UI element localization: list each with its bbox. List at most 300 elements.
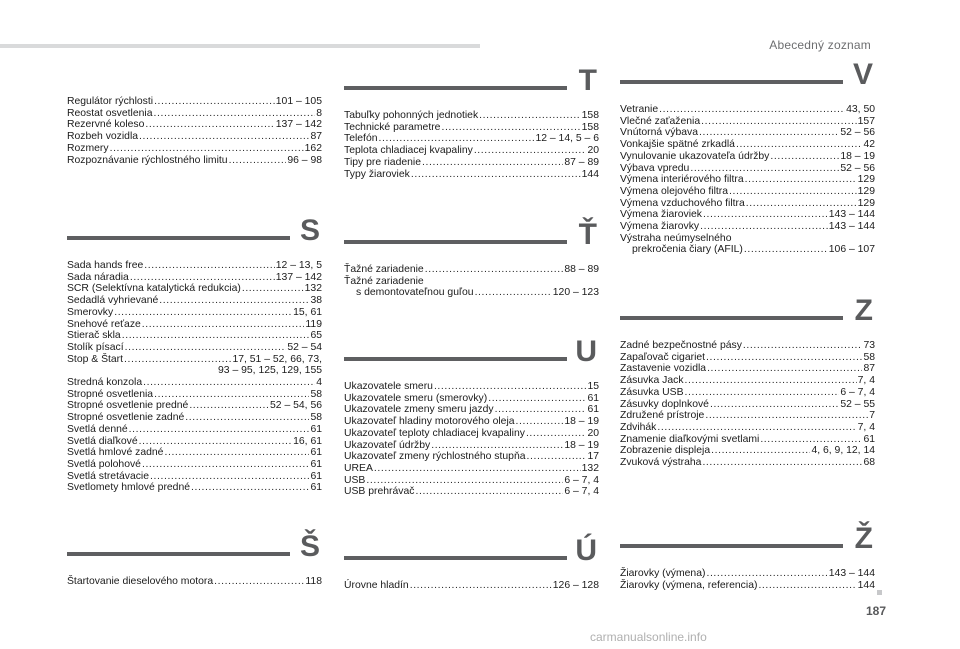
entry-pages: 7, 4 <box>857 421 875 433</box>
entry-name: Ukazovateľ zmeny rýchlostného stupňa <box>344 451 526 463</box>
leader-dots <box>366 475 563 487</box>
index-entry <box>620 163 875 175</box>
index-entry <box>67 143 322 155</box>
section-header <box>67 214 322 247</box>
entry-pages: 87 <box>310 131 322 143</box>
leader-dots <box>710 399 839 411</box>
entry-pages: 73 <box>863 340 875 351</box>
entry-name: Zásuvka Jack <box>620 375 684 387</box>
entry-name: Štartovanie dieselového motora <box>67 576 214 587</box>
entry-name: USB prehrávač <box>344 486 415 498</box>
index-entry <box>620 580 875 592</box>
entry-name: Výmena žiaroviek <box>620 209 703 221</box>
entry-pages: 43, 50 <box>846 104 875 115</box>
entry-pages: 132 <box>581 462 599 474</box>
leader-dots <box>745 174 857 186</box>
leader-dots <box>746 198 857 210</box>
entry-name: Stolík písací <box>67 341 124 353</box>
entry-pages: 6 – 7, 4 <box>564 486 599 498</box>
index-subentry <box>344 287 599 299</box>
leader-dots <box>139 436 293 448</box>
index-entry <box>67 412 322 424</box>
index-entry <box>620 198 875 210</box>
entry-pages: 4, 6, 9, 12, 14 <box>811 445 875 457</box>
entry-name: Ukazovateľ údržby <box>344 439 431 451</box>
section-header <box>67 530 322 563</box>
entry-list <box>620 340 875 469</box>
entry-name: Zdvihák <box>620 421 657 433</box>
index-section-s <box>67 214 322 494</box>
index-entry <box>67 131 322 143</box>
entry-name: Svetlá diaľkové <box>67 435 138 447</box>
leader-dots <box>125 342 287 354</box>
leader-dots <box>441 122 580 134</box>
index-entry <box>67 319 322 331</box>
entry-name: Stierač skla <box>67 330 121 342</box>
leader-dots <box>706 568 827 580</box>
entry-pages: 119 <box>305 318 322 330</box>
entry-pages: 52 – 55 <box>840 398 875 410</box>
entry-name: Vonkajšie spätné zrkadlá <box>620 139 735 151</box>
entry-name: Zásuvky doplnkové <box>620 398 709 410</box>
leader-dots <box>702 457 862 469</box>
leader-dots <box>743 340 863 352</box>
leader-dots <box>701 116 857 128</box>
top-accent-bar <box>0 44 480 48</box>
entry-name: Sada hands free <box>67 260 144 271</box>
entry-pages: 61 <box>310 447 322 459</box>
section-header <box>344 534 599 567</box>
entry-pages: 52 – 54 <box>287 341 322 353</box>
leader-dots <box>142 459 309 471</box>
section-rule <box>67 552 290 556</box>
index-entry <box>620 457 875 469</box>
leader-dots <box>434 381 587 393</box>
section-rule <box>620 80 843 84</box>
leader-dots <box>154 389 309 401</box>
index-entry <box>67 459 322 471</box>
leader-dots <box>143 377 315 389</box>
entry-pages: 144 <box>581 168 599 180</box>
entry-name: Svetlá denné <box>67 423 128 435</box>
entry-pages: 61 <box>310 482 322 494</box>
leader-dots <box>495 404 587 416</box>
entry-name: SCR (Selektívna katalytická redukcia) <box>67 283 241 295</box>
leader-dots <box>114 307 292 319</box>
leader-dots <box>770 151 839 163</box>
leader-dots <box>700 221 828 233</box>
entry-pages: 38 <box>310 295 322 307</box>
entry-pages: 129 <box>857 185 875 197</box>
entry-pages-continued: 93 – 95, 125, 129, 155 <box>218 365 322 377</box>
entry-list <box>67 96 322 166</box>
index-entry <box>620 352 875 364</box>
subentry-pages: 106 – 107 <box>828 244 875 256</box>
index-section-zh <box>620 522 875 591</box>
index-entry <box>67 307 322 319</box>
index-entry <box>620 410 875 422</box>
section-letter: Š <box>299 530 320 563</box>
index-entry <box>67 576 322 588</box>
entry-pages: 12 – 14, 5 – 6 <box>535 133 599 145</box>
leader-dots <box>475 287 552 299</box>
index-entry <box>67 471 322 483</box>
entry-name: Ukazovateľ teploty chladiacej kvapaliny <box>344 427 525 439</box>
entry-pages: 61 <box>310 423 322 435</box>
entry-pages: 61 <box>310 458 322 470</box>
entry-name: Teplota chladiacej kvapaliny <box>344 145 473 157</box>
entry-name: Tipy pre riadenie <box>344 156 422 168</box>
entry-pages: 88 – 89 <box>564 264 599 275</box>
leader-dots <box>431 440 563 452</box>
index-entry <box>344 416 599 428</box>
entry-name: Svetlá hmlové zadné <box>67 447 164 459</box>
section-rule <box>67 236 290 240</box>
index-entry <box>620 209 875 221</box>
section-header <box>344 64 599 97</box>
section-rule <box>344 556 567 560</box>
entry-list <box>344 580 599 592</box>
section-letter: Ť <box>578 218 597 251</box>
entry-list <box>67 260 322 494</box>
entry-pages: 12 – 13, 5 <box>275 260 322 271</box>
entry-name: Typy žiaroviek <box>344 168 410 180</box>
leader-dots <box>526 428 587 440</box>
section-header <box>620 58 875 91</box>
entry-name: Znamenie diaľkovými svetlami <box>620 433 760 445</box>
entry-list <box>344 110 599 180</box>
index-entry <box>344 404 599 416</box>
section-header <box>620 522 875 555</box>
index-section-sh <box>67 530 322 588</box>
entry-pages: 61 <box>587 404 599 416</box>
entry-name: Stredná konzola <box>67 377 143 389</box>
index-entry <box>67 272 322 284</box>
entry-pages: 144 <box>857 579 875 591</box>
leader-dots <box>150 471 309 483</box>
leader-dots <box>415 486 563 498</box>
index-entry <box>67 295 322 307</box>
leader-dots <box>659 104 845 116</box>
leader-dots <box>153 108 315 120</box>
subentry-name: s demontovateľnou guľou <box>356 287 474 299</box>
index-entry <box>344 475 599 487</box>
leader-dots <box>760 434 862 446</box>
index-entry <box>344 428 599 440</box>
leader-dots <box>474 145 587 157</box>
leader-dots <box>425 264 564 276</box>
entry-name: Žiarovky (výmena, referencia) <box>620 579 758 591</box>
section-rule <box>344 240 567 244</box>
index-entry <box>344 393 599 405</box>
entry-pages: 6 – 7, 4 <box>564 474 599 486</box>
entry-name: Stropné osvetlenia <box>67 388 154 400</box>
index-section-v <box>620 58 875 256</box>
index-entry <box>67 377 322 389</box>
leader-dots <box>145 119 274 131</box>
leader-dots <box>154 96 275 108</box>
entry-name: Stropné osvetlenie predné <box>67 400 189 412</box>
section-header <box>344 218 599 251</box>
page-marker <box>877 590 882 595</box>
index-entry <box>620 387 875 399</box>
entry-name: Regulátor rýchlosti <box>67 96 154 107</box>
section-header <box>344 335 599 368</box>
entry-name: Výstraha neúmyselného <box>620 232 732 244</box>
leader-dots <box>122 330 310 342</box>
entry-pages: 7 <box>869 410 875 422</box>
entry-name: Žiarovky (výmena) <box>620 568 706 579</box>
index-entry <box>344 276 599 288</box>
section-letter: V <box>852 58 873 91</box>
index-entry <box>620 139 875 151</box>
section-header <box>620 294 875 327</box>
leader-dots <box>130 272 275 284</box>
section-title: Abecedný zoznam <box>769 38 871 52</box>
leader-dots <box>703 209 828 221</box>
entry-pages: 68 <box>863 457 875 469</box>
entry-name: Ukazovatele zmeny smeru jazdy <box>344 404 494 416</box>
entry-pages: 132 <box>304 283 322 295</box>
leader-dots <box>214 576 304 588</box>
entry-pages: 20 <box>587 145 599 157</box>
leader-dots <box>129 424 310 436</box>
index-entry <box>344 157 599 169</box>
index-entry <box>620 233 875 245</box>
entry-pages: 101 – 105 <box>275 96 322 107</box>
entry-pages: 129 <box>857 174 875 186</box>
leader-dots <box>410 580 552 592</box>
entry-pages: 17 <box>587 451 599 463</box>
index-entry <box>620 186 875 198</box>
index-entry <box>67 330 322 342</box>
entry-name: Tabuľky pohonných jednotiek <box>344 110 479 121</box>
leader-dots <box>685 375 857 387</box>
index-entry <box>620 445 875 457</box>
index-entry <box>344 110 599 122</box>
entry-pages: 118 <box>305 576 322 587</box>
leader-dots <box>516 416 564 428</box>
leader-dots <box>729 186 857 198</box>
page-number: 187 <box>865 604 886 618</box>
index-entry <box>344 264 599 276</box>
entry-name: Svetlá stretávacie <box>67 470 150 482</box>
entry-pages: 126 – 128 <box>552 580 599 591</box>
index-entry <box>620 340 875 352</box>
entry-name: Ťažné zariadenie <box>344 264 424 275</box>
index-entry <box>67 447 322 459</box>
leader-dots <box>411 169 581 181</box>
watermark: carmanualsonline.info <box>590 630 707 644</box>
index-section-z <box>620 294 875 469</box>
leader-dots <box>736 139 862 151</box>
entry-pages: 18 – 19 <box>840 150 875 162</box>
index-section-u <box>344 335 599 498</box>
index-entry <box>620 399 875 411</box>
entry-pages: 52 – 56 <box>840 127 875 139</box>
entry-pages: 58 <box>310 388 322 400</box>
leader-dots <box>744 244 828 256</box>
entry-name: Sedadlá vyhrievané <box>67 295 159 307</box>
entry-pages: 16, 61 <box>293 435 322 447</box>
index-entry <box>67 400 322 412</box>
leader-dots <box>185 412 309 424</box>
entry-pages: 4 <box>316 377 322 389</box>
entry-pages: 65 <box>310 330 322 342</box>
entry-name: Zásuvka USB <box>620 386 684 398</box>
index-entry <box>620 568 875 580</box>
leader-dots <box>685 387 840 399</box>
leader-dots <box>690 163 839 175</box>
leader-dots <box>110 143 304 155</box>
index-entry <box>67 96 322 108</box>
leader-dots <box>139 131 309 143</box>
section-letter: Ú <box>575 534 597 567</box>
entry-name: Zadné bezpečnostné pásy <box>620 340 742 351</box>
section-rule <box>620 544 843 548</box>
index-entry <box>344 451 599 463</box>
index-entry <box>67 119 322 131</box>
index-entry <box>67 155 322 167</box>
section-rule <box>620 316 843 320</box>
leader-dots <box>657 422 856 434</box>
index-entry <box>67 354 322 366</box>
entry-pages: 58 <box>863 351 875 363</box>
entry-list <box>67 576 322 588</box>
index-entry <box>344 440 599 452</box>
section-rule <box>344 86 567 90</box>
entry-name: Združené prístroje <box>620 410 705 422</box>
entry-pages: 137 – 142 <box>275 119 322 131</box>
index-subentry <box>620 244 875 256</box>
index-entry <box>344 381 599 393</box>
entry-pages: 15, 61 <box>293 306 322 318</box>
index-entry <box>67 260 322 272</box>
index-entry <box>67 482 322 494</box>
index-section-tc <box>344 218 599 299</box>
entry-pages: 61 <box>310 470 322 482</box>
index-entry <box>620 151 875 163</box>
entry-list <box>344 381 599 498</box>
entry-name: Snehové reťaze <box>67 318 141 330</box>
index-entry <box>67 436 322 448</box>
entry-name: Stropné osvetlenie zadné <box>67 412 185 424</box>
entry-pages: 52 – 56 <box>840 162 875 174</box>
entry-pages: 162 <box>304 142 322 154</box>
entry-name: Vynulovanie ukazovateľa údržby <box>620 150 770 162</box>
entry-name: Telefón <box>344 133 378 145</box>
leader-dots <box>699 127 839 139</box>
index-entry <box>67 108 322 120</box>
subentry-name: prekročenia čiary (AFIL) <box>632 244 743 256</box>
leader-dots <box>189 400 269 412</box>
entry-name: Ukazovateľ hladiny motorového oleja <box>344 416 515 428</box>
section-letter: U <box>575 335 597 368</box>
entry-name: Vnútorná výbava <box>620 127 698 139</box>
leader-dots <box>242 283 304 295</box>
entry-name: Výmena olejového filtra <box>620 185 729 197</box>
leader-dots <box>479 110 580 122</box>
index-entry <box>344 122 599 134</box>
leader-dots <box>422 157 563 169</box>
entry-pages: 87 – 89 <box>564 156 599 168</box>
entry-pages: 8 <box>316 107 322 119</box>
index-section-t <box>344 64 599 180</box>
leader-dots <box>379 133 535 145</box>
leader-dots <box>374 463 581 475</box>
section-letter: S <box>299 214 320 247</box>
index-entry <box>67 342 322 354</box>
leader-dots <box>159 295 309 307</box>
entry-pages: 17, 51 – 52, 66, 73, <box>232 353 322 365</box>
entry-pages: 15 <box>587 381 599 392</box>
entry-name: Ukazovatele smeru <box>344 381 433 392</box>
entry-name: UREA <box>344 462 373 474</box>
entry-name: Vetranie <box>620 104 659 115</box>
entry-pages: 20 <box>587 427 599 439</box>
entry-pages: 7, 4 <box>857 375 875 387</box>
leader-dots <box>488 393 586 405</box>
entry-name: Úrovne hladín <box>344 580 409 591</box>
entry-pages: 18 – 19 <box>564 416 599 428</box>
entry-pages: 143 – 144 <box>828 221 875 233</box>
entry-pages: 18 – 19 <box>564 439 599 451</box>
entry-name: Sada náradia <box>67 271 129 283</box>
entry-name: Svetlomety hmlové predné <box>67 482 191 494</box>
section-letter: T <box>578 64 597 97</box>
entry-name: Reostat osvetlenia <box>67 107 153 119</box>
entry-name: Vlečné zaťaženia <box>620 115 701 127</box>
entry-pages: 158 <box>581 110 599 121</box>
leader-dots <box>142 319 305 331</box>
entry-name: Rozbeh vozidla <box>67 131 139 143</box>
index-entry <box>344 580 599 592</box>
leader-dots <box>124 354 231 366</box>
index-entry <box>620 375 875 387</box>
index-entry <box>67 389 322 401</box>
index-entry <box>344 486 599 498</box>
index-entry <box>344 145 599 157</box>
index-entry <box>620 221 875 233</box>
entry-pages: 6 – 7, 4 <box>840 386 875 398</box>
entry-pages: 137 – 142 <box>275 271 322 283</box>
leader-dots <box>144 260 275 272</box>
leader-dots <box>758 580 856 592</box>
entry-name: Rozmery <box>67 142 109 154</box>
leader-dots <box>707 363 862 375</box>
entry-name: Svetlá polohové <box>67 458 141 470</box>
index-entry <box>344 463 599 475</box>
index-entry <box>620 116 875 128</box>
index-entry <box>620 422 875 434</box>
entry-list <box>344 264 599 299</box>
index-entry <box>67 424 322 436</box>
entry-pages: 143 – 144 <box>828 209 875 221</box>
entry-name: Smerovky <box>67 306 114 318</box>
entry-pages: 61 <box>863 433 875 445</box>
index-entry <box>344 169 599 181</box>
entry-name: Rozpoznávanie rýchlostného limitu <box>67 154 228 166</box>
entry-name: Ukazovatele smeru (smerovky) <box>344 392 488 404</box>
entry-name: Výbava vpredu <box>620 162 690 174</box>
index-entry <box>620 104 875 116</box>
index-section-ua <box>344 534 599 592</box>
leader-dots <box>229 155 287 167</box>
entry-pages: 58 <box>310 412 322 424</box>
entry-name: Zvuková výstraha <box>620 457 702 469</box>
entry-name: USB <box>344 474 366 486</box>
index-entry <box>67 283 322 295</box>
